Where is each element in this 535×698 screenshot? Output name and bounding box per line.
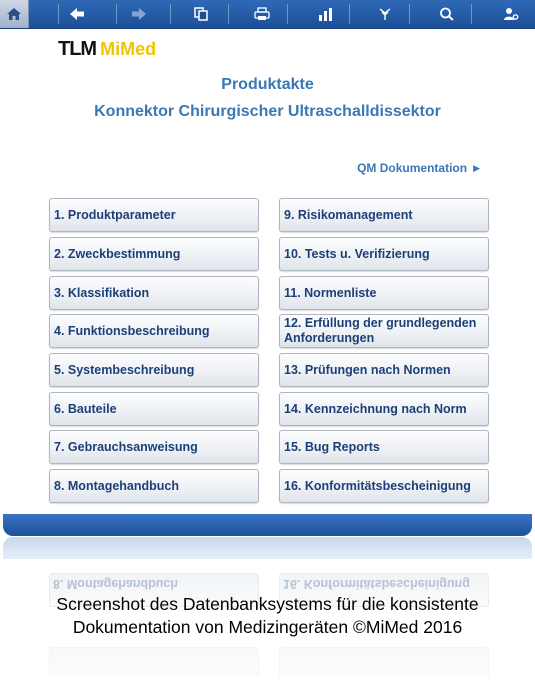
button-label: 12. Erfüllung der grundlegenden Anforderungen xyxy=(284,316,477,345)
btn-risikomanagement[interactable] xyxy=(279,198,489,232)
btn-pruefungen-nach-normen[interactable] xyxy=(279,353,489,387)
search-icon xyxy=(439,7,455,21)
btn-konformitaetsbescheinigung[interactable] xyxy=(279,469,489,503)
button-label: 10. Tests u. Verifizierung xyxy=(284,246,430,261)
reflection-bar xyxy=(3,537,532,559)
btn-normenliste[interactable] xyxy=(279,276,489,310)
home-icon xyxy=(6,7,22,21)
btn-gebrauchsanweisung[interactable] xyxy=(49,430,259,464)
qm-documentation-label: QM Dokumentation xyxy=(357,161,468,175)
button-label: 4. Funktionsbeschreibung xyxy=(54,323,210,338)
print-button[interactable] xyxy=(245,0,279,28)
page-subtitle: Konnektor Chirurgischer Ultraschalldissektor xyxy=(94,103,441,120)
button-label: 1. Produktparameter xyxy=(54,207,176,222)
statistics-button[interactable] xyxy=(308,0,342,28)
reflection-button xyxy=(279,647,489,677)
btn-bauteile[interactable] xyxy=(49,392,259,426)
logo-mimed-text: MiMed xyxy=(100,39,157,59)
btn-montagehandbuch[interactable] xyxy=(49,469,259,503)
bottom-bar xyxy=(3,514,532,536)
toolbar-separator xyxy=(287,4,288,24)
back-arrow-icon xyxy=(69,7,85,21)
btn-zweckbestimmung[interactable] xyxy=(49,237,259,271)
button-label: 8. Montagehandbuch xyxy=(54,478,179,493)
triangle-right-icon: ▶ xyxy=(473,162,480,173)
mimed-logo xyxy=(58,38,156,61)
toolbar-separator xyxy=(471,4,472,24)
btn-funktionsbeschreibung[interactable] xyxy=(49,314,259,348)
btn-produktparameter[interactable] xyxy=(49,198,259,232)
copy-button[interactable] xyxy=(184,0,218,28)
home-button[interactable] xyxy=(0,0,29,28)
button-label: 11. Normenliste xyxy=(284,285,377,300)
copy-icon xyxy=(193,7,209,21)
caption-line-1: Screenshot des Datenbanksystems für die konsistente xyxy=(56,594,479,614)
btn-grundlegende-anforderungen[interactable] xyxy=(279,314,489,348)
btn-systembeschreibung[interactable] xyxy=(49,353,259,387)
top-toolbar xyxy=(0,0,535,29)
user-settings-button[interactable] xyxy=(494,0,528,28)
toolbar-separator xyxy=(116,4,117,24)
button-label: 14. Kennzeichnung nach Norm xyxy=(284,401,467,416)
qm-documentation-link[interactable] xyxy=(357,161,480,175)
search-button[interactable] xyxy=(430,0,464,28)
btn-bug-reports[interactable] xyxy=(279,430,489,464)
user-settings-icon xyxy=(503,7,519,21)
button-label: 7. Gebrauchsanweisung xyxy=(54,439,198,454)
tree-icon xyxy=(377,7,393,21)
page-title: Produktakte xyxy=(221,76,314,93)
forward-button[interactable] xyxy=(122,0,156,28)
button-label: 15. Bug Reports xyxy=(284,439,380,454)
reflection-text: 8. Montagehandbuch xyxy=(53,577,178,591)
btn-klassifikation[interactable] xyxy=(49,276,259,310)
btn-kennzeichnung-nach-norm[interactable] xyxy=(279,392,489,426)
button-label: 3. Klassifikation xyxy=(54,285,150,300)
toolbar-separator xyxy=(58,4,59,24)
btn-tests-verifizierung[interactable] xyxy=(279,237,489,271)
back-button[interactable] xyxy=(60,0,94,28)
button-label: 5. Systembeschreibung xyxy=(54,362,195,377)
bar-chart-icon xyxy=(317,7,333,21)
toolbar-separator xyxy=(349,4,350,24)
reflection-text: 16. Konformitätsbescheinigung xyxy=(283,577,470,591)
button-label: 16. Konformitätsbescheinigung xyxy=(284,478,471,493)
print-icon xyxy=(254,7,270,21)
structure-button[interactable] xyxy=(368,0,402,28)
toolbar-separator xyxy=(170,4,171,24)
toolbar-separator xyxy=(409,4,410,24)
reflection-button xyxy=(49,647,259,677)
forward-arrow-icon xyxy=(131,7,147,21)
button-label: 13. Prüfungen nach Normen xyxy=(284,362,451,377)
toolbar-separator xyxy=(228,4,229,24)
button-label: 2. Zweckbestimmung xyxy=(54,246,181,261)
button-label: 6. Bauteile xyxy=(54,401,117,416)
button-label: 9. Risikomanagement xyxy=(284,207,413,222)
caption-line-2: Dokumentation von Medizingeräten ©MiMed 2016 xyxy=(72,617,463,637)
logo-tlm-text: TLM xyxy=(58,38,97,60)
